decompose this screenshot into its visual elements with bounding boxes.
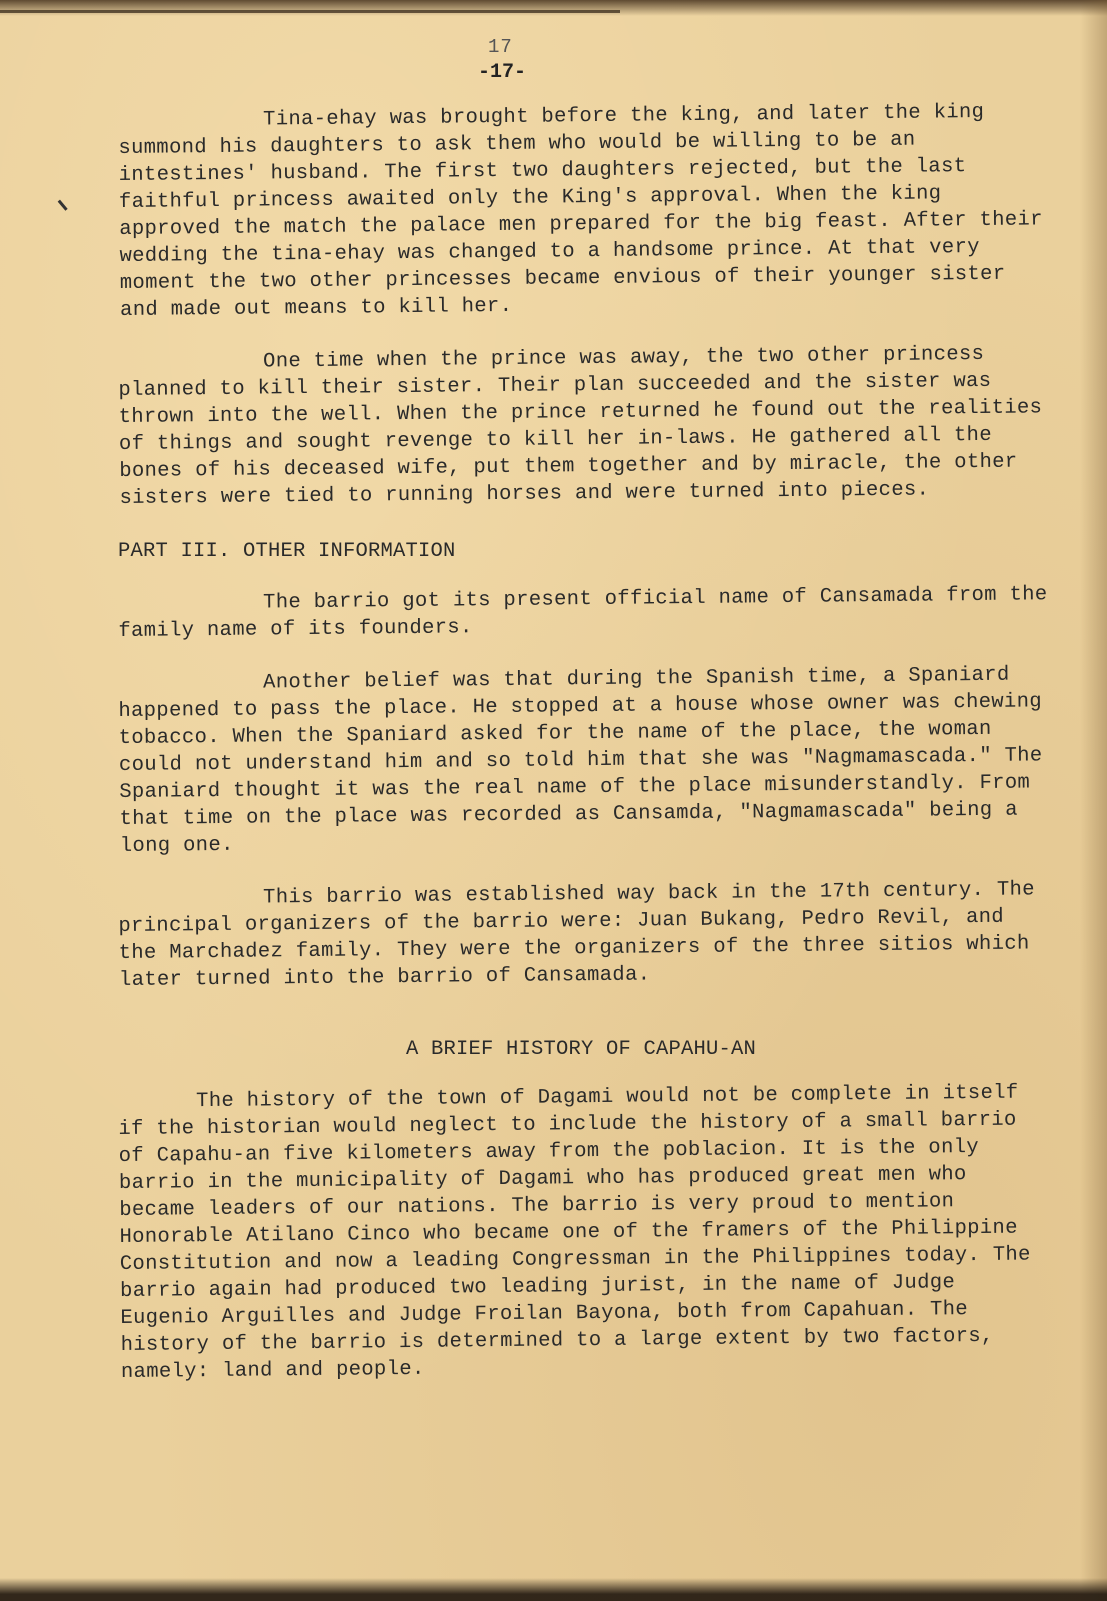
other-info-paragraph-3: This barrio was established way back in the 17th century. The principal organizers of the barrio were: Juan Bukang, Pedro Revil, and the Marchadez family. They were the organizers of the three sitios which later turned into the barrio of Cansamada. xyxy=(118,878,1035,992)
page-number: -17- xyxy=(478,61,527,84)
story-paragraph-1: Tina-ehay was brought before the king, and later the king summond his daughters to ask them who would be willing to be an intestines' husband. The first two daughters rejected, but the last faithful princess awaited only the King's approval. When the king approved the match the palace men prepared for the big feast. After their wedding the tina-ehay was changed to a handsome prince. At that very moment the two other princesses became envious of their younger sister and made out means to kill her. xyxy=(118,100,1043,322)
other-info-paragraph-2: Another belief was that during the Spanish time, a Spaniard happened to pass the place. He stopped at a house whose owner was chewing tobacco. When the Spaniard asked for the name of the place, the woman could not understand him and so told him that she was "Nagmamascada." The Spaniard thought it was the real name of the place misunderstandly. From that time on the place was recorded as Cansamda, "Nagmamascada" being a long one. xyxy=(118,663,1043,858)
page-bottom-edge xyxy=(0,1578,1107,1601)
page-top-rule xyxy=(0,10,620,13)
history-title: A BRIEF HISTORY OF CAPAHU-AN xyxy=(406,1038,757,1061)
handwritten-page-number: 17 xyxy=(488,36,513,58)
page-top-edge xyxy=(0,0,1107,16)
page-right-edge xyxy=(1080,0,1107,1601)
history-paragraph: The history of the town of Dagami would not be complete in itself if the historian would neglect to include the history of a small barrio of Capahu-an five kilometers away from the poblacion. It is the only barrio in the municipality of Dagami who has produced great men who became leaders of our nations. The barrio is very proud to mention Honorable Atilano Cinco who became one of the framers of the Philippine Constitution and now a leading Congressman in the Philippines today. The barrio again had produced two leading jurist, in the name of Judge Eugenio Arguilles and Judge Froilan Bayona, both from Capahuan. The history of the barrio is determined to a large extent by two factors, namely: land and people. xyxy=(118,1081,1031,1384)
story-paragraph-2: One time when the prince was away, the two other princess planned to kill their sister. Their plan succeeded and the sister was thrown into the well. When the prince returned he found out the realities of things and sought revenge to kill her in-laws. He gathered all the bones of his deceased wife, put them together and by miracle, the other sisters were tied to running horses and were turned into pieces. xyxy=(118,342,1043,510)
section-heading-part-three: PART III. OTHER INFORMATION xyxy=(118,540,456,563)
document-body xyxy=(118,100,1048,1386)
other-info-paragraph-1: The barrio got its present official name of Cansamada from the family name of its founders. xyxy=(118,583,1048,643)
